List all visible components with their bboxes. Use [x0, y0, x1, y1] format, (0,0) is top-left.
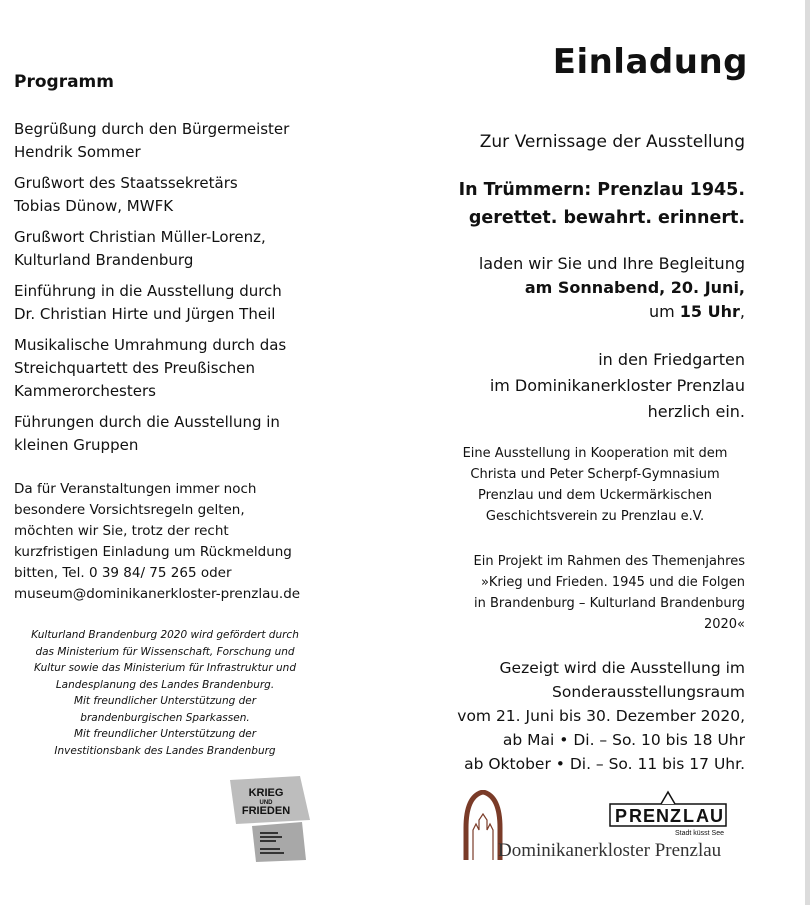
prenzlau-letter: E: [643, 806, 656, 826]
rsvp-text: [14, 479, 314, 605]
program-item-line: Tobias Dünow, MWFK: [14, 197, 174, 215]
program-column: [14, 72, 314, 759]
venue-line: herzlich ein.: [647, 402, 745, 421]
venue-line: im Dominikanerkloster Prenzlau: [489, 376, 745, 395]
program-item-line: Begrüßung durch den Bürgermeister: [14, 120, 290, 138]
opening-hours-line: Gezeigt wird die Ausstellung im: [499, 659, 745, 677]
prenzlau-letter: N: [656, 806, 669, 826]
rsvp-line: Da für Veranstaltungen immer noch: [14, 481, 257, 497]
program-item-line: Kammerorchesters: [14, 382, 156, 400]
cooperation-line: Geschichtsverein zu Prenzlau e.V.: [485, 509, 705, 524]
sponsor-line: Landesplanung des Landes Brandenburg.: [55, 678, 275, 691]
krieg-und-frieden-logo: [222, 772, 314, 864]
invite-time-suffix: ,: [739, 302, 745, 321]
program-item-line: Streichquartett des Preußischen: [14, 359, 256, 377]
sponsor-line: brandenburgischen Sparkassen.: [80, 711, 250, 724]
program-item-line: Grußwort des Staatssekretärs: [14, 174, 238, 192]
opening-hours: [457, 656, 745, 776]
rsvp-line: möchten wir Sie, trotz der recht: [14, 523, 229, 539]
sponsor-line: Mit freundlicher Unterstützung der: [73, 695, 257, 707]
invite-time-prefix: um: [648, 302, 680, 321]
prenzlau-letter: R: [629, 806, 642, 826]
program-item-line: Kulturland Brandenburg: [14, 251, 194, 269]
prenzlau-letter: U: [710, 806, 723, 826]
exhibition-title-line: In Trümmern: Prenzlau 1945.: [458, 180, 745, 200]
prenzlau-letter: A: [696, 806, 709, 826]
program-item: [14, 411, 314, 457]
program-item-line: Dr. Christian Hirte und Jürgen Theil: [14, 305, 276, 323]
invite-time-line: [479, 300, 745, 324]
prenzlau-logo: [610, 792, 726, 837]
sponsor-line: Kultur sowie das Ministerium für Infrastruktur und: [33, 662, 296, 674]
project-line: in Brandenburg – Kulturland Brandenburg: [474, 596, 745, 611]
sponsor-line: Kulturland Brandenburg 2020 wird gefördert durch: [31, 629, 299, 641]
invite-date: am Sonnabend, 20. Juni,: [524, 278, 745, 297]
page-edge: [805, 0, 810, 905]
dominikanerkloster-logo-text: Dominikanerkloster Prenzlau: [498, 840, 722, 861]
program-item: [14, 280, 314, 326]
cooperation-line: Eine Ausstellung in Kooperation mit dem: [462, 446, 728, 461]
program-item-line: Musikalische Umrahmung durch das: [14, 336, 287, 354]
rsvp-email: museum@dominikanerkloster-prenzlau.de: [14, 586, 301, 602]
kuf-logo-word: KRIEG: [248, 787, 284, 799]
invite-time: 15 Uhr: [679, 302, 740, 321]
intro-line: Zur Vernissage der Ausstellung: [479, 132, 745, 152]
program-title: Programm: [14, 72, 114, 92]
rsvp-line: bitten, Tel. 0 39 84/ 75 265 oder: [14, 565, 232, 581]
program-item-line: Führungen durch die Ausstellung in: [14, 413, 280, 431]
project-line: 2020«: [703, 617, 745, 632]
program-item-line: Hendrik Sommer: [14, 143, 141, 161]
sponsor-line: das Ministerium für Wissenschaft, Forschung und: [35, 645, 295, 658]
rsvp-line: besondere Vorsichtsregeln gelten,: [14, 502, 245, 518]
program-item-line: Grußwort Christian Müller-Lorenz,: [14, 228, 266, 246]
footer-logos: [460, 790, 750, 865]
opening-hours-line: Sonderausstellungsraum: [552, 683, 745, 701]
exhibition-title: [459, 176, 745, 232]
opening-hours-line: ab Mai • Di. – So. 10 bis 18 Uhr: [502, 731, 745, 749]
cooperation-line: Christa und Peter Scherpf-Gymnasium: [470, 467, 720, 482]
prenzlau-letter: P: [615, 806, 628, 826]
venue-line: in den Friedgarten: [598, 350, 745, 369]
sponsor-note: [14, 627, 316, 759]
opening-hours-line: ab Oktober • Di. – So. 11 bis 17 Uhr.: [464, 755, 745, 773]
program-item: [14, 172, 314, 218]
prenzlau-tagline: Stadt küsst See: [674, 830, 724, 837]
opening-hours-line: vom 21. Juni bis 30. Dezember 2020,: [457, 707, 745, 725]
project-line: Ein Projekt im Rahmen des Themenjahres: [473, 554, 745, 569]
project-note: [435, 551, 745, 635]
program-item: [14, 118, 314, 164]
cooperation-line: Prenzlau und dem Uckermärkischen: [478, 488, 712, 503]
kuf-logo-word: UND: [259, 800, 273, 806]
project-line: »Krieg und Frieden. 1945 und die Folgen: [480, 575, 745, 590]
program-item: [14, 226, 314, 272]
invite-line: laden wir Sie und Ihre Begleitung: [478, 254, 745, 273]
sponsor-line: Mit freundlicher Unterstützung der: [73, 728, 257, 740]
program-item-line: kleinen Gruppen: [14, 436, 139, 454]
sponsor-line: Investitionsbank des Landes Brandenburg: [54, 744, 276, 757]
prenzlau-letter: Z: [670, 806, 681, 826]
program-item-line: Einführung in die Ausstellung durch: [14, 282, 282, 300]
church-arch-icon: [466, 792, 500, 860]
program-item: [14, 334, 314, 403]
invite-text: [479, 252, 745, 324]
rsvp-line: kurzfristigen Einladung um Rückmeldung: [14, 544, 292, 560]
exhibition-title-line: gerettet. bewahrt. erinnert.: [468, 208, 745, 228]
prenzlau-letter: L: [683, 806, 694, 826]
kuf-logo-word: FRIEDEN: [241, 805, 291, 817]
cooperation-note: [445, 443, 745, 527]
venue-text: [490, 347, 745, 425]
invitation-title: Einladung: [552, 42, 748, 82]
